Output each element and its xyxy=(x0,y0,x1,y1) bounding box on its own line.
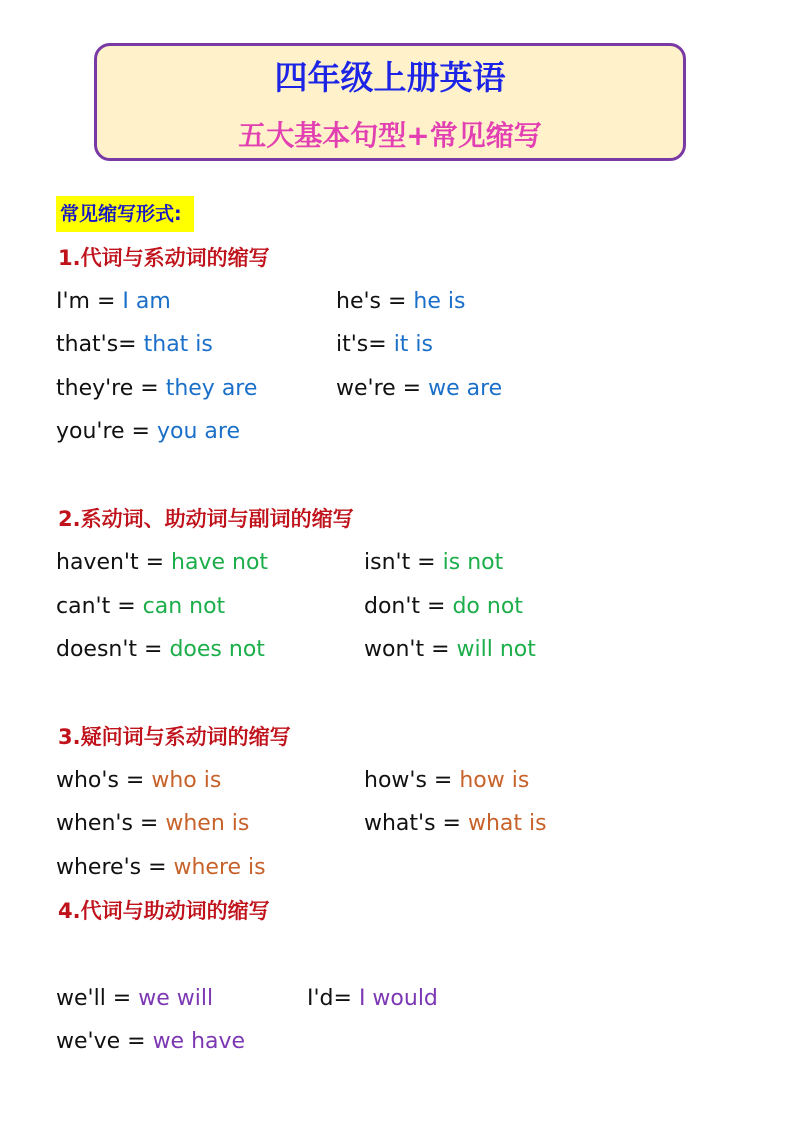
abbreviation-full: what is xyxy=(467,811,547,836)
abbreviation-full: will not xyxy=(456,637,536,662)
abbreviation-short: you're = xyxy=(56,419,157,444)
section-heading-2: 2.系动词、助动词与副词的缩写 xyxy=(58,507,354,531)
abbreviation-pair xyxy=(307,984,438,1014)
abbreviation-full: how is xyxy=(459,768,530,793)
abbreviation-short: we've = xyxy=(56,1029,153,1054)
abbreviation-full: we will xyxy=(138,986,214,1011)
abbreviation-short: that's= xyxy=(56,332,144,357)
section-heading-4: 4.代词与助动词的缩写 xyxy=(58,899,270,923)
abbreviation-full: have not xyxy=(171,550,269,575)
abbreviation-pair xyxy=(56,330,213,360)
abbreviation-pair xyxy=(56,984,213,1014)
abbreviation-full: we have xyxy=(152,1029,246,1054)
section-heading-1: 1.代词与系动词的缩写 xyxy=(58,246,270,270)
abbreviation-short: don't = xyxy=(364,594,453,619)
abbreviation-full: I would xyxy=(358,986,438,1011)
abbreviation-full: is not xyxy=(442,550,504,575)
abbreviation-pair xyxy=(336,374,502,404)
abbreviation-pair xyxy=(364,766,529,796)
abbreviation-short: can't = xyxy=(56,594,143,619)
abbreviation-pair xyxy=(364,548,503,578)
abbreviation-full: who is xyxy=(151,768,222,793)
abbreviation-pair xyxy=(364,592,523,622)
abbreviation-short: we're = xyxy=(336,376,429,401)
abbreviation-short: where's = xyxy=(56,855,174,880)
abbreviation-short: haven't = xyxy=(56,550,172,575)
abbreviation-short: doesn't = xyxy=(56,637,170,662)
abbreviation-short: I'd= xyxy=(307,986,359,1011)
abbreviation-short: we'll = xyxy=(56,986,139,1011)
abbreviation-pair xyxy=(56,809,249,839)
abbreviation-full: that is xyxy=(143,332,213,357)
abbreviation-short: who's = xyxy=(56,768,152,793)
abbreviation-pair xyxy=(56,635,265,665)
abbreviation-full: can not xyxy=(142,594,226,619)
abbreviation-pair xyxy=(364,635,536,665)
abbreviation-pair xyxy=(56,287,171,317)
abbreviation-short: when's = xyxy=(56,811,166,836)
abbreviation-pair xyxy=(56,374,257,404)
abbreviation-full: they are xyxy=(165,376,258,401)
abbreviation-short: what's = xyxy=(364,811,468,836)
abbreviation-full: you are xyxy=(157,419,240,444)
abbreviation-short: how's = xyxy=(364,768,460,793)
abbreviation-pair xyxy=(336,287,465,317)
section-heading-3: 3.疑问词与系动词的缩写 xyxy=(58,725,291,749)
abbreviation-full: do not xyxy=(452,594,523,619)
abbreviation-pair xyxy=(336,330,433,360)
abbreviation-short: I'm = xyxy=(56,289,123,314)
abbreviation-full: I am xyxy=(122,289,171,314)
abbreviation-short: won't = xyxy=(364,637,457,662)
abbreviation-forms-label: 常见缩写形式: xyxy=(56,196,194,232)
abbreviation-short: isn't = xyxy=(364,550,443,575)
abbreviation-pair xyxy=(56,417,240,447)
page-title: 四年级上册英语 xyxy=(274,58,506,97)
abbreviation-pair xyxy=(56,766,221,796)
abbreviation-full: when is xyxy=(165,811,250,836)
abbreviation-short: they're = xyxy=(56,376,166,401)
abbreviation-short: it's= xyxy=(336,332,394,357)
abbreviation-pair xyxy=(56,1027,245,1057)
abbreviation-pair xyxy=(56,548,268,578)
page-subtitle: 五大基本句型+常见缩写 xyxy=(238,119,542,152)
abbreviation-full: he is xyxy=(413,289,466,314)
abbreviation-full: does not xyxy=(169,637,265,662)
abbreviation-full: it is xyxy=(393,332,433,357)
abbreviation-short: he's = xyxy=(336,289,414,314)
title-box xyxy=(94,43,686,161)
abbreviation-full: where is xyxy=(173,855,266,880)
abbreviation-pair xyxy=(56,853,266,883)
abbreviation-full: we are xyxy=(428,376,503,401)
abbreviation-pair xyxy=(364,809,547,839)
abbreviation-pair xyxy=(56,592,225,622)
